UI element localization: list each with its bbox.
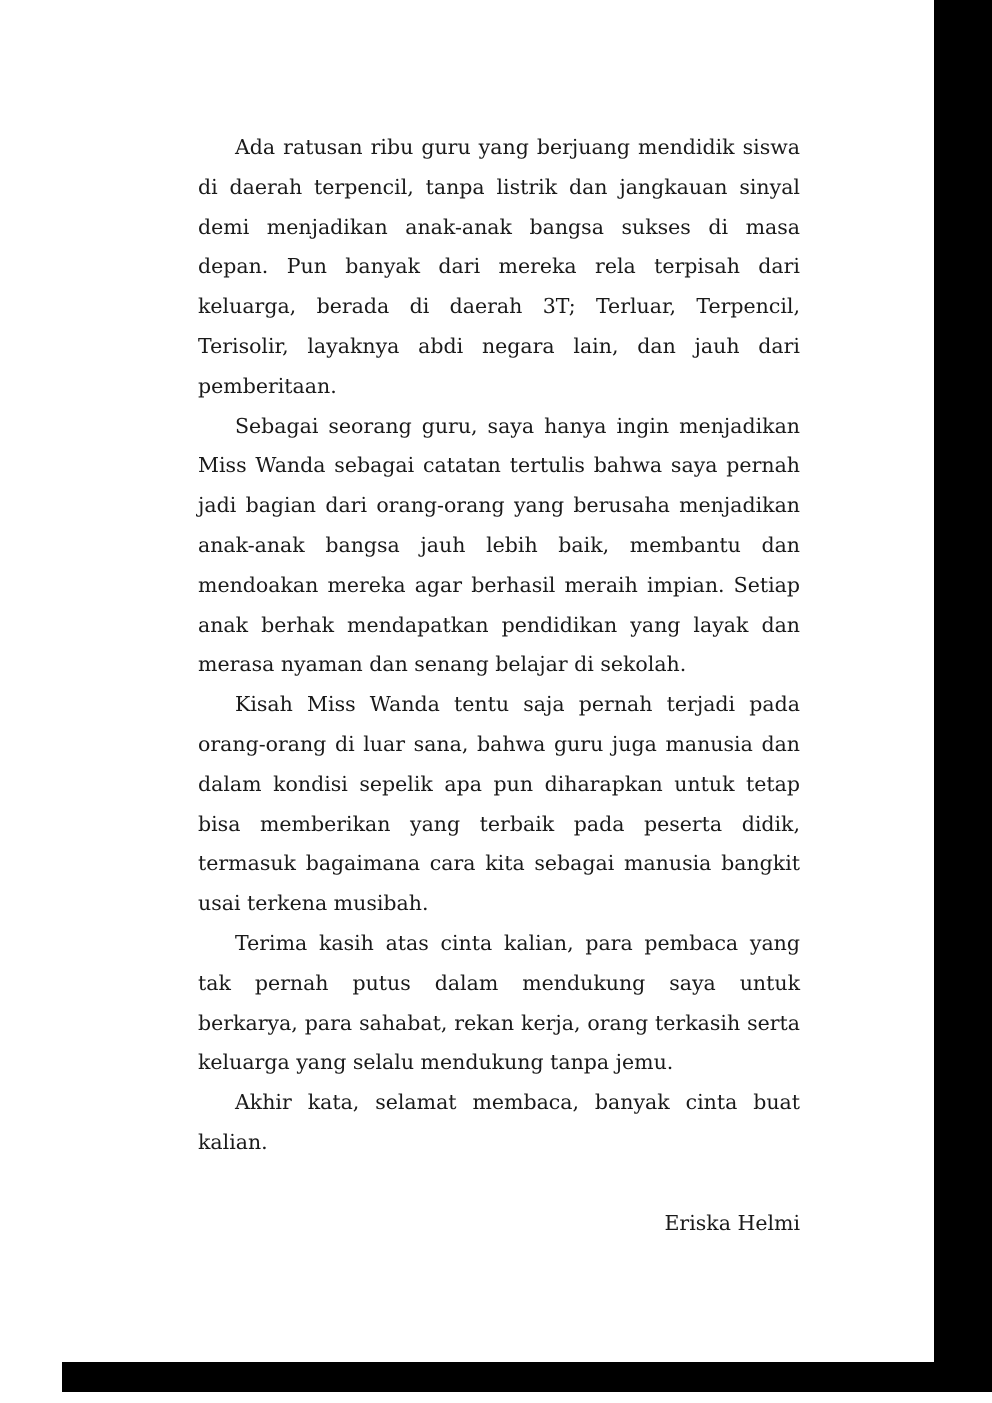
page-shadow-right (934, 0, 992, 1392)
paragraph-1: Ada ratusan ribu guru yang berjuang mendidik siswa di daerah terpencil, tanpa listrik dan jangkauan sinyal demi menjadikan anak-anak bangsa sukses di masa depan. Pun banyak dari mereka rela terpisah dari keluarga, berada di daerah 3T; Terluar, Terpencil, Terisolir, layaknya abdi negara lain, dan jauh dari pemberitaan. (198, 135, 800, 398)
page-shadow-bottom (62, 1362, 992, 1392)
paragraph-2: Sebagai seorang guru, saya hanya ingin menjadikan Miss Wanda sebagai catatan tertulis bahwa saya pernah jadi bagian dari orang-orang yang berusaha menjadikan anak-anak bangsa jauh lebih baik, membantu dan mendoakan mereka agar berhasil meraih impian. Setiap anak berhak mendapatkan pendidikan yang layak dan merasa nyaman dan senang belajar di sekolah. (198, 413, 800, 677)
paragraph-3: Kisah Miss Wanda tentu saja pernah terjadi pada orang-orang di luar sana, bahwa guru juga manusia dan dalam kondisi sepelik apa pun diharapkan untuk tetap bisa memberikan yang terbaik pada peserta didik, termasuk bagaimana cara kita sebagai manusia bangkit usai terkena musibah. (198, 692, 800, 916)
body-text (198, 128, 800, 1163)
paragraph-4: Terima kasih atas cinta kalian, para pembaca yang tak pernah putus dalam mendukung saya untuk berkarya, para sahabat, rekan kerja, orang terkasih serta keluarga yang selalu mendukung tanpa jemu. (198, 930, 800, 1075)
paragraph-5: Akhir kata, selamat membaca, banyak cinta buat kalian. (198, 1090, 800, 1154)
author-signature: Eriska Helmi (664, 1211, 800, 1235)
